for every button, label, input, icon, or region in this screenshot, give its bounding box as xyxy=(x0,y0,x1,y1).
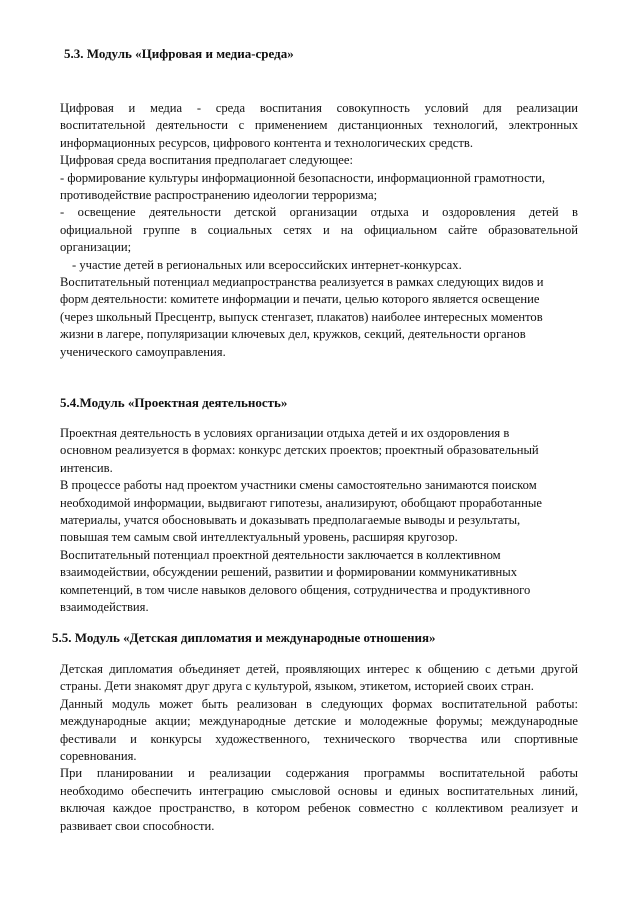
text-line: компетенций, в том числе навыков делового общения, сотрудничества и продуктивного xyxy=(60,582,531,597)
section-heading-5-3: 5.3. Модуль «Цифровая и медиа-среда» xyxy=(64,46,294,61)
text-line: официальной группе в социальных сетях и на официальном сайте образовательной xyxy=(60,222,578,237)
text-line: В процессе работы над проектом участники смены самостоятельно занимаются поиском xyxy=(60,478,537,493)
text-line: При планировании и реализации содержания программы воспитательной работы xyxy=(60,766,578,781)
text-line: взаимодействия. xyxy=(60,600,149,615)
section-body-5-3 xyxy=(60,100,578,361)
text-line: жизни в лагере, популяризации ключевых дел, кружков, секций, деятельности органов xyxy=(60,327,526,342)
text-line: (через школьный Пресцентр, выпуск стенгазет, плакатов) наиболее интересных моментов xyxy=(60,309,543,324)
text-line: информационных ресурсов, цифрового контента и технологических средств. xyxy=(60,135,473,150)
section-body-5-4 xyxy=(60,425,578,616)
text-line: международные акции; международные детские и молодежные форумы; международные xyxy=(60,714,578,729)
text-line: соревнования. xyxy=(60,749,137,764)
text-line: Цифровая и медиа - среда воспитания совокупность условий для реализации xyxy=(60,101,578,115)
text-line: страны. Дети знакомят друг друга с культурой, языком, этикетом, историей своих стран. xyxy=(60,679,534,694)
text-line: - освещение деятельности детской организации отдыха и оздоровления детей в xyxy=(60,205,578,220)
text-line: ученического самоуправления. xyxy=(60,344,226,359)
text-line: интенсив. xyxy=(60,460,113,475)
section-body-5-5 xyxy=(60,661,578,835)
section-heading-5-5: 5.5. Модуль «Детская дипломатия и международные отношения» xyxy=(52,630,436,645)
text-line: - формирование культуры информационной безопасности, информационной грамотности, xyxy=(60,170,546,185)
text-line: Воспитательный потенциал медиапространства реализуется в рамках следующих видов и xyxy=(60,275,544,290)
text-line: материалы, учатся обосновывать и доказывать предполагаемые выводы и результаты, xyxy=(60,513,521,528)
text-line: Детская дипломатия объединяет детей, проявляющих интерес к общению с детьми другой xyxy=(60,662,578,676)
text-line: организации; xyxy=(60,240,132,255)
text-line: повышая тем самым свой интеллектуальный уровень, расширяя кругозор. xyxy=(60,530,458,545)
text-line: воспитательной деятельности с применением дистанционных технологий, электронных xyxy=(60,118,578,133)
section-heading-5-4: 5.4.Модуль «Проектная деятельность» xyxy=(60,395,288,410)
text-line: взаимодействии, обсуждении решений, развитии и формировании коммуникативных xyxy=(60,565,518,580)
text-line: Проектная деятельность в условиях организации отдыха детей и их оздоровления в xyxy=(60,426,510,440)
text-line: развивает свои способности. xyxy=(60,818,215,833)
text-line: - участие детей в региональных или всероссийских интернет-конкурсах. xyxy=(72,257,462,272)
text-line: включая каждое пространство, в котором ребенок совместно с коллективом реализует и xyxy=(60,801,578,816)
text-line: необходимой информации, выдвигают гипотезы, анализируют, обобщают проработанные xyxy=(60,495,542,510)
text-line: Воспитательный потенциал проектной деятельности заключается в коллективном xyxy=(60,547,501,562)
text-line: форм деятельности: комитете информации и печати, целью которого является освещение xyxy=(60,292,540,307)
text-line: необходимо обеспечить интеграцию смысловой основы и единых воспитательных линий, xyxy=(60,783,578,798)
text-line: основном реализуется в формах: конкурс детских проектов; проектный образовательный xyxy=(60,443,539,458)
text-line: Данный модуль может быть реализован в следующих формах воспитательной работы: xyxy=(60,696,578,711)
text-line: фестивали и конкурсы художественного, технического творчества или спортивные xyxy=(60,731,578,746)
text-line: противодействие распространению идеологии терроризма; xyxy=(60,188,378,203)
text-line: Цифровая среда воспитания предполагает следующее: xyxy=(60,153,353,168)
